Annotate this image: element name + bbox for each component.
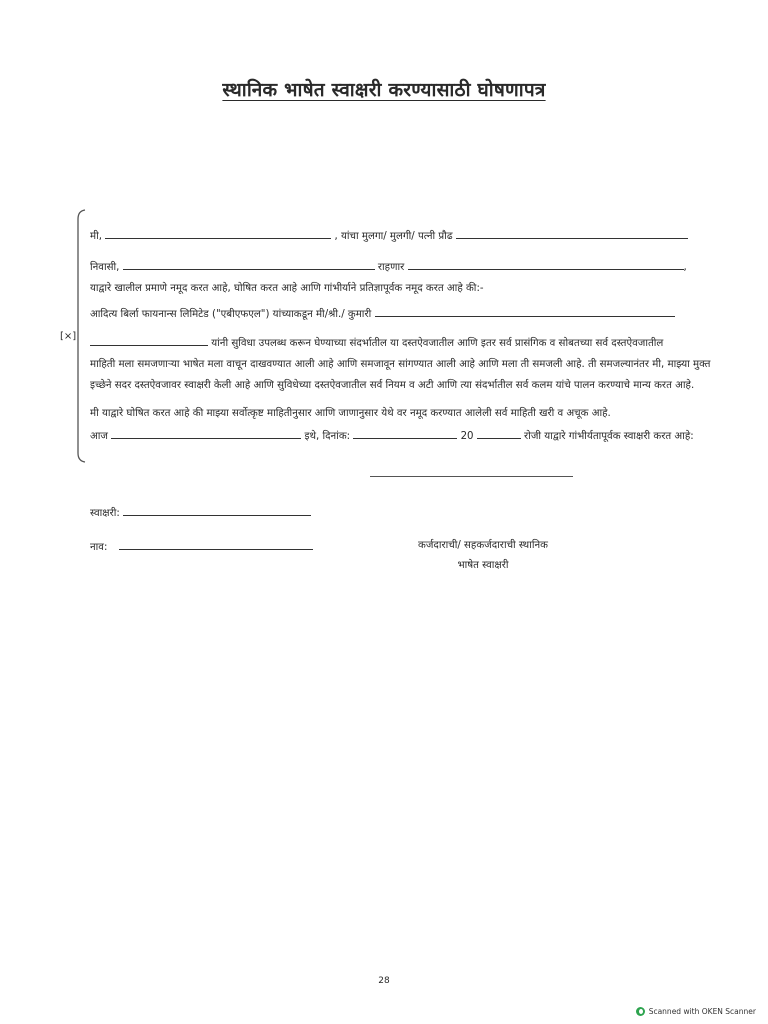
label-resident: निवासी, [90,262,120,273]
document-title: स्थानिक भाषेत स्वाक्षरी करण्यासाठी घोषणापत्र [222,79,546,101]
label-relation: , यांचा मुलगा/ मुलगी/ पत्नी प्रौढ [334,231,453,242]
year-field[interactable] [477,429,521,439]
relation-name-field[interactable] [456,229,688,239]
residence-line [90,259,687,273]
address-field[interactable] [408,260,684,270]
para1-line3: इच्छेने सदर दस्तऐवजावर स्वाक्षरी केली आहे आणि सुविधेच्या दस्तऐवजातील सर्व नियम व अटी आणि त्या संदर्भातील सर्व कलम यांचे पालन करण्याचे मान्य करत आहे. [90,380,695,391]
declaration-intro: याद्वारे खालील प्रमाणे नमूद करत आहे, घोषित करत आहे आणि गांभीर्याने प्रतिज्ञापूर्वक नमूद करत आहे की:- [90,283,484,294]
place-field[interactable] [111,429,301,439]
name-field[interactable] [105,229,331,239]
label-name: नाव: [90,542,108,553]
label-comma: , [683,262,687,273]
signature-separator [370,476,573,477]
name-input-field[interactable] [119,540,313,550]
signature-field[interactable] [123,506,311,516]
scanner-logo-icon [636,1007,645,1016]
facility-name-field[interactable] [90,336,208,346]
borrower-name-field[interactable] [375,307,675,317]
borrower-signature-caption-1: कर्जदाराची/ सहकर्जदाराची स्थानिक [418,540,548,551]
label-signing: रोजी याद्वारे गांभीर्यतापूर्वक स्वाक्षरी करत आहे: [524,431,694,442]
label-residing: राहणार [377,262,405,273]
abfl-line [90,306,675,320]
scanner-text: Scanned with OKEN Scanner [648,1007,756,1016]
para1-text-a: यांनी सुविधा उपलब्ध करून घेण्याच्या संदर्भातील या दस्तऐवजातील आणि इतर सर्व प्रासंगिक व सोबतच्या सर्व दस्तऐवजातील [211,338,664,349]
label-signature: स्वाक्षरी: [90,508,120,519]
para1-line1 [90,335,663,349]
para1-line2: माहिती मला समजणाऱ्या भाषेत मला वाचून दाखवण्यात आली आहे आणि समजावून सांगण्यात आली आहे आणि मला ती समजली आहे. ती समजल्यानंतर मी, माझ्या मुक्त [90,359,711,370]
label-i: मी, [90,231,102,242]
label-date: इथे, दिनांक: [304,431,351,442]
date-field[interactable] [353,429,457,439]
page-number: 28 [378,976,390,986]
label-abfl: आदित्य बिर्ला फायनान्स लिमिटेड ("एबीएफएल") यांच्याकडून मी/श्री./ कुमारी [90,309,372,320]
label-year: 20 [460,431,474,442]
signature-line [90,505,311,519]
resident-field[interactable] [123,260,375,270]
name-line [90,539,313,553]
date-line [90,428,694,442]
label-today: आज [90,431,108,442]
scanner-watermark [636,1007,756,1016]
borrower-signature-caption-2: भाषेत स्वाक्षरी [457,560,509,571]
checkbox-mark: [×] [60,331,77,342]
para2: मी याद्वारे घोषित करत आहे की माझ्या सर्वोत्कृष्ट माहितीनुसार आणि जाणानुसार येथे वर नमूद करण्यात आलेली सर्व माहिती खरी व अचूक आहे. [90,408,611,419]
declarant-line [90,228,688,242]
